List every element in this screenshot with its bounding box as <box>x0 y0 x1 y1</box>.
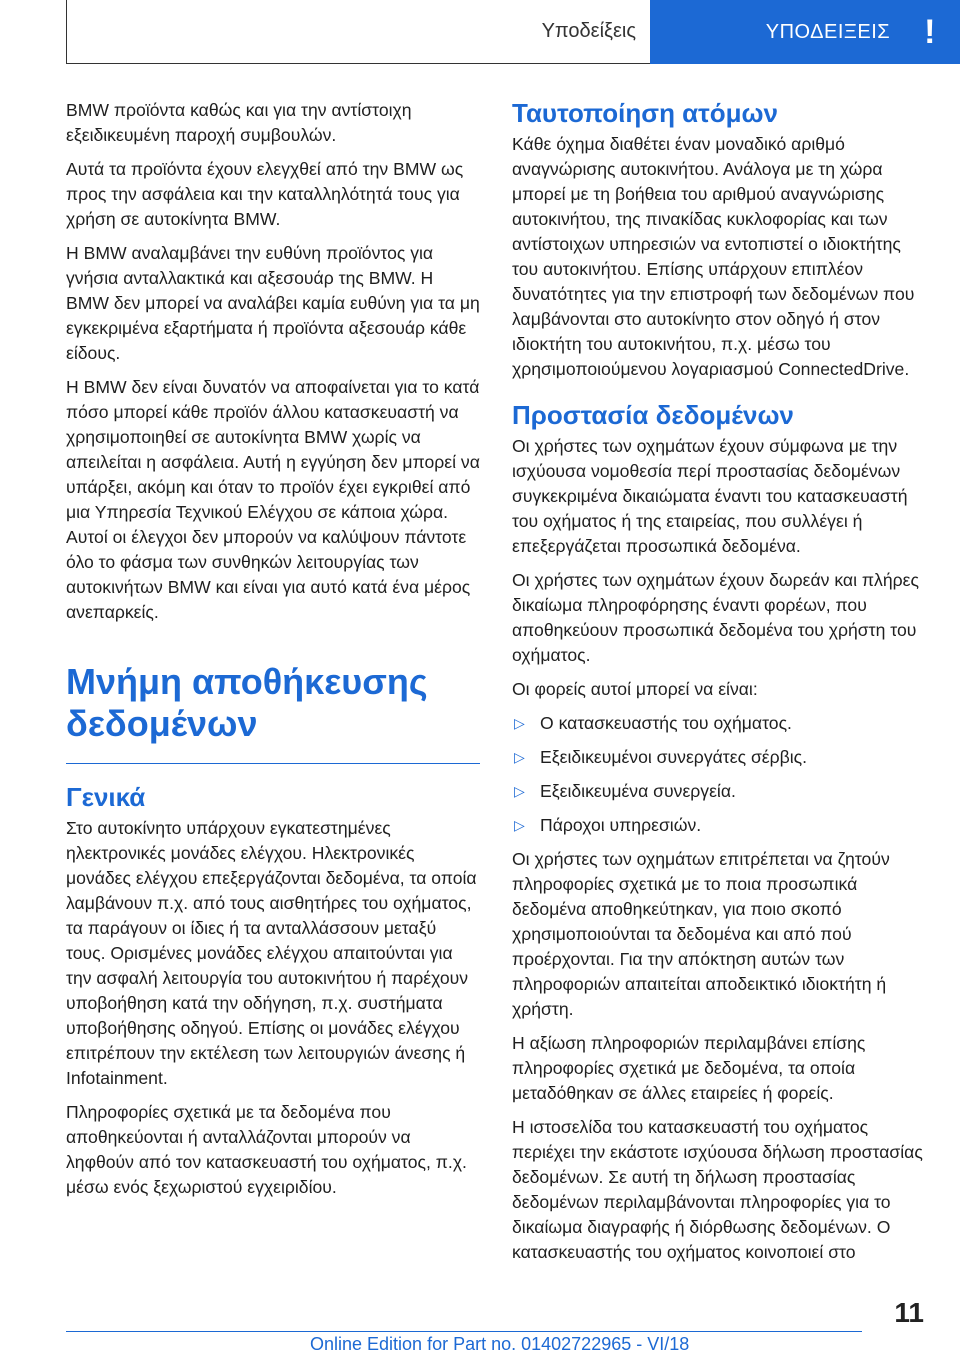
list-item: ▷ Ο κατασκευαστής του οχήματος. <box>512 711 926 736</box>
list-item: ▷ Πάροχοι υπηρεσιών. <box>512 813 926 838</box>
paragraph: Η ιστοσελίδα του κατασκευαστή του οχήματος περιέχει την εκάστοτε ισχύουσα δήλωση προστασίας δεδομένων. Σε αυτή τη δήλωση προστασίας δεδομένων περιλαμβάνονται πληροφορίες για το δικαίωμα διαγραφής ή διόρθωσης δεδομένων. Ο κατασκευαστής του οχήματος κοινοποιεί στο <box>512 1117 923 1262</box>
bullet-list <box>512 711 926 838</box>
paragraph: Στο αυτοκίνητο υπάρχουν εγκατεστημένες ηλεκτρονικές μονάδες ελέγχου. Ηλεκτρονικές μονάδες ελέγχου επεξεργάζονται δεδομένα, τα οποία λαμβάνουν π.χ. από τους αισθητήρες του οχήματος, τα παράγουν οι ίδιες ή τα ανταλλάσσουν μεταξύ τους. Ορισμένες μονάδες ελέγχου απαιτούνται για την ασφαλή λειτουργία του αυτοκινήτου ή παρέχουν υποβοήθηση κατά την οδήγηση, π.χ. συστήματα υποβοήθησης οδηγού. Επίσης οι μονάδες ελέγχου επιτρέπουν την εκτέλεση των λειτουργιών άνεσης ή Infotainment. <box>66 818 477 1088</box>
triangle-bullet-icon: ▷ <box>514 749 525 765</box>
paragraph: Οι χρήστες των οχημάτων έχουν σύμφωνα με την ισχύουσα νομοθεσία περί προστασίας δεδομένων συγκεκριμένα δικαιώματα έναντι του κατασκευαστή του οχήματος ή της εταιρείας, που συλλέγει ή επεξεργάζεται προσωπικά δεδομένα. <box>512 436 908 556</box>
paragraph: Οι χρήστες των οχημάτων επιτρέπεται να ζητούν πληροφορίες σχετικά με το ποια προσωπικά δεδομένα αποθηκεύτηκαν, για ποιο σκοπό χρησιμοποιούνται τα δεδομένα και από πού προέρχονται. Για την απόκτηση αυτών των πληροφοριών απαιτείται αποδεικτικό ιδιοκτήτη ή χρήστη. <box>512 849 890 1019</box>
footer-divider <box>66 1331 862 1332</box>
paragraph: Αυτά τα προϊόντα έχουν ελεγχθεί από την BMW ως προς την ασφάλεια και την καταλληλότητά τους για χρήση σε αυτοκίνητα BMW. <box>66 159 464 229</box>
section-heading-data-storage: Μνήμη αποθήκευσης δεδομένων <box>66 661 480 764</box>
paragraph: Οι φορείς αυτοί μπορεί να είναι: <box>512 679 758 699</box>
right-column <box>512 98 926 1274</box>
paragraph: Η BMW αναλαμβάνει την ευθύνη προϊόντος για γνήσια ανταλλακτικά και αξεσουάρ της BMW. Η BMW δεν μπορεί να αναλάβει καμία ευθύνη για τα μη εγκεκριμένα εξαρτήματα ή προϊόντα αξεσουάρ κάθε είδους. <box>66 243 480 363</box>
section-title: Υποδείξεις <box>66 0 650 64</box>
footer-edition: Online Edition for Part no. 01402722965 - VI/18 <box>310 1334 690 1354</box>
triangle-bullet-icon: ▷ <box>514 715 525 731</box>
paragraph: Η αξίωση πληροφοριών περιλαμβάνει επίσης πληροφορίες σχετικά με δεδομένα, τα οποία μεταδόθηκαν σε άλλες εταιρείες ή φορείς. <box>512 1033 866 1103</box>
page-header <box>66 0 960 64</box>
paragraph: Οι χρήστες των οχημάτων έχουν δωρεάν και πλήρες δικαίωμα πληροφόρησης έναντι φορέων, που αποθηκεύουν προσωπικά δεδομένα του χρήστη του οχήματος. <box>512 570 919 665</box>
exclamation-icon: ! <box>924 13 936 51</box>
subsection-heading-identification: Ταυτοποίηση ατόμων <box>512 98 778 128</box>
subsection-heading-data-protection: Προστασία δεδομένων <box>512 400 794 430</box>
chapter-tab <box>650 0 960 64</box>
paragraph: Πληροφορίες σχετικά με τα δεδομένα που αποθηκεύονται ή ανταλλάζονται μπορούν να ληφθούν από τον κατασκευαστή του οχήματος, π.χ. μέσω ενός ξεχωριστού εγχειριδίου. <box>66 1102 467 1197</box>
page-number: 11 <box>894 1297 924 1328</box>
paragraph: Η BMW δεν είναι δυνατόν να αποφαίνεται για το κατά πόσο μπορεί κάθε προϊόν άλλου κατασκευαστή να χρησιμοποιηθεί σε αυτοκίνητα BMW χωρίς να απειλείται η ασφάλεια. Αυτή η εγγύηση δεν μπορεί να υπάρξει, ακόμη και όταν το προϊόν έχει εγκριθεί από μια Υπηρεσία Τεχνικού Ελέγχου σε κάποια χώρα. Αυτοί οι έλεγχοι δεν μπορούν να καλύψουν πάντοτε όλο το φάσμα των συνθηκών λειτουργίας των αυτοκινήτων BMW και είναι για αυτό κατά ένα μέρος ανεπαρκείς. <box>66 377 480 622</box>
list-item: ▷ Εξειδικευμένα συνεργεία. <box>512 779 926 804</box>
triangle-bullet-icon: ▷ <box>514 817 525 833</box>
paragraph: Κάθε όχημα διαθέτει έναν μοναδικό αριθμό αναγνώρισης αυτοκινήτου. Ανάλογα με τη χώρα μπορεί με τη βοήθεια του αριθμού αναγνώρισης αυτοκινήτου, της πινακίδας κυκλοφορίας και των αντίστοιχων υπηρεσιών να εντοπιστεί ο ιδιοκτήτης του αυτοκινήτου. Επίσης υπάρχουν επιπλέον δυνατότητες για την επιστροφή των δεδομένων που λαμβάνονται στο αυτοκίνητο στον οδηγό ή στον ιδιοκτήτη του αυτοκινήτου, π.χ. μέσω του χρησιμοποιούμενου λογαριασμού ConnectedDrive. <box>512 134 915 379</box>
triangle-bullet-icon: ▷ <box>514 783 525 799</box>
paragraph: BMW προϊόντα καθώς και για την αντίστοιχη εξειδικευμένη παροχή συμβουλών. <box>66 100 412 145</box>
subsection-heading-general: Γενικά <box>66 782 146 812</box>
chapter-title: ΥΠΟΔΕΙΞΕΙΣ <box>765 20 891 43</box>
left-column <box>66 98 480 1209</box>
list-item: ▷ Εξειδικευμένοι συνεργάτες σέρβις. <box>512 745 926 770</box>
